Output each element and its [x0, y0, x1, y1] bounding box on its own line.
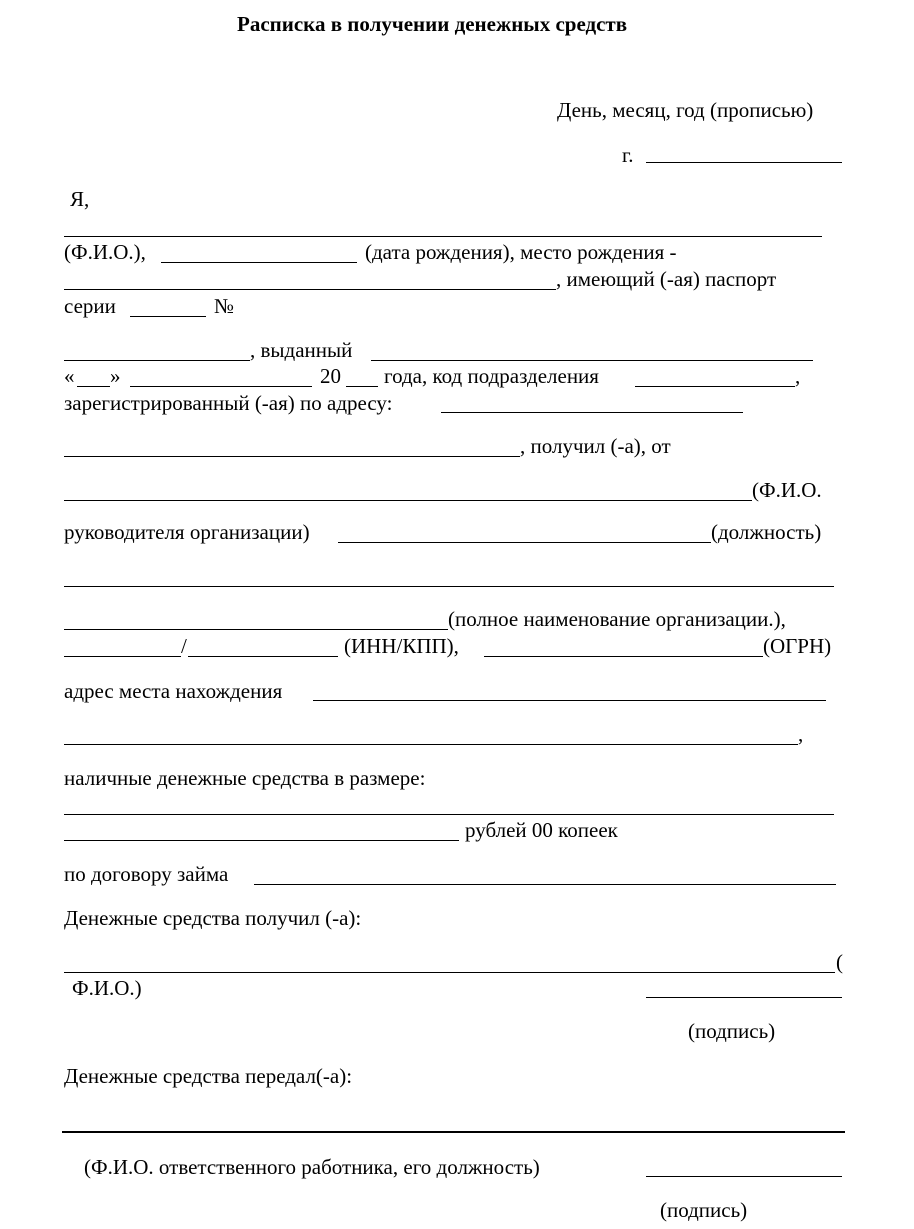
series-label: серии — [64, 294, 116, 318]
head-fio-label: (Ф.И.О. — [752, 478, 822, 502]
number-sign: № — [214, 294, 235, 318]
document-title: Расписка в получении денежных средств — [237, 12, 628, 36]
city-blank[interactable] — [646, 162, 842, 163]
head-label: руководителя организации) — [64, 520, 310, 544]
issued-label: , выданный — [250, 338, 353, 362]
address-blank-2[interactable] — [64, 456, 520, 457]
issue-year-blank[interactable] — [346, 386, 378, 387]
birthplace-blank[interactable] — [64, 289, 556, 290]
issue-day-blank[interactable] — [77, 386, 110, 387]
receiver-signature-blank[interactable] — [646, 997, 842, 998]
position-label: (должность) — [711, 520, 822, 544]
ogrn-label: (ОГРН) — [763, 634, 832, 658]
passport-number-blank[interactable] — [64, 360, 250, 361]
city-prefix: г. — [622, 143, 634, 167]
receiver-fio-blank[interactable] — [64, 972, 835, 973]
date-close-quote: » — [110, 364, 121, 388]
location-comma: , — [798, 722, 804, 746]
location-blank-2[interactable] — [64, 744, 798, 745]
dob-label: (дата рождения), место рождения - — [365, 240, 677, 264]
i-label: Я, — [70, 187, 90, 211]
registered-label: зарегистрированный (-ая) по адресу: — [64, 391, 393, 415]
inn-blank[interactable] — [64, 656, 181, 657]
received-from-label: , получил (-а), от — [520, 434, 671, 458]
location-blank-1[interactable] — [313, 700, 826, 701]
signature-label-2: (подпись) — [660, 1198, 748, 1222]
fio-label: (Ф.И.О.), — [64, 240, 146, 264]
date-line: День, месяц, год (прописью) — [557, 98, 814, 122]
org-name-label: (полное наименование организации.), — [448, 607, 786, 631]
transferred-by-label: Денежные средства передал(-а): — [64, 1064, 353, 1088]
open-paren: ( — [836, 950, 843, 974]
amount-blank-1[interactable] — [64, 814, 834, 815]
signature-label-1: (подпись) — [688, 1019, 776, 1043]
date-open-quote: « — [64, 364, 75, 388]
loan-label: по договору займа — [64, 862, 229, 886]
position-blank[interactable] — [338, 542, 711, 543]
slash: / — [181, 634, 187, 658]
amount-blank-2[interactable] — [64, 840, 459, 841]
loan-blank[interactable] — [254, 884, 836, 885]
cash-amount-label: наличные денежные средства в размере: — [64, 766, 426, 790]
fio-blank[interactable] — [64, 236, 822, 237]
org-name-blank-2[interactable] — [64, 629, 448, 630]
division-code-label: года, код подразделения — [384, 364, 599, 388]
employee-signature-blank[interactable] — [646, 1176, 842, 1177]
division-code-blank[interactable] — [635, 386, 795, 387]
org-name-blank-1[interactable] — [64, 586, 834, 587]
address-blank-1[interactable] — [441, 412, 743, 413]
kpp-blank[interactable] — [188, 656, 338, 657]
employee-fio-line[interactable] — [62, 1131, 845, 1133]
dob-blank[interactable] — [161, 262, 357, 263]
year-prefix: 20 — [320, 364, 341, 388]
issued-by-blank[interactable] — [371, 360, 813, 361]
ogrn-blank[interactable] — [484, 656, 763, 657]
rubles-label: рублей 00 копеек — [465, 818, 618, 842]
fio-closing-label: Ф.И.О.) — [72, 976, 142, 1000]
location-label: адрес места нахождения — [64, 679, 283, 703]
series-blank[interactable] — [130, 316, 206, 317]
passport-label: , имеющий (-ая) паспорт — [556, 267, 777, 291]
issue-month-blank[interactable] — [130, 386, 312, 387]
comma: , — [795, 364, 801, 388]
employee-label: (Ф.И.О. ответственного работника, его должность) — [84, 1155, 540, 1179]
head-fio-blank[interactable] — [64, 500, 752, 501]
inn-kpp-label: (ИНН/КПП), — [344, 634, 459, 658]
received-by-label: Денежные средства получил (-а): — [64, 906, 362, 930]
